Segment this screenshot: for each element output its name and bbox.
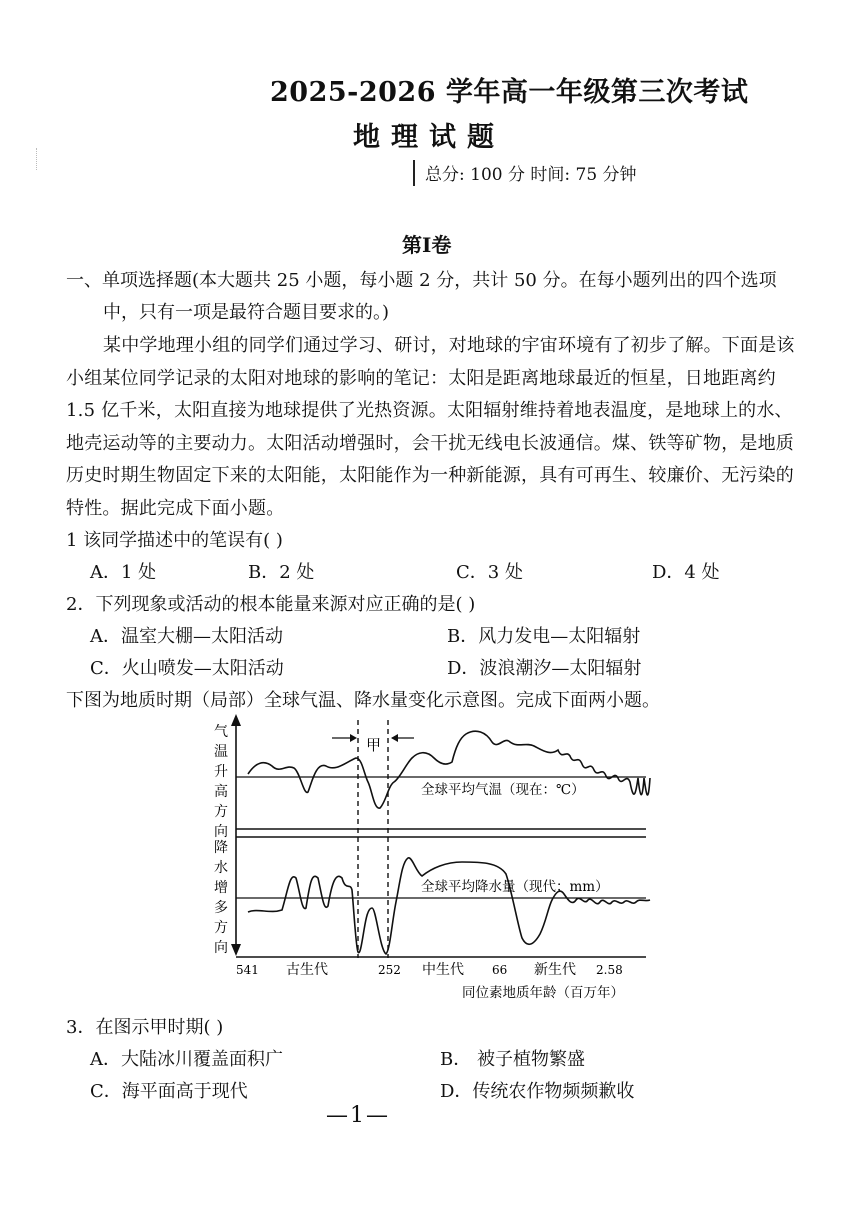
question-3-option-a[interactable]: A．大陆冰川覆盖面积广 bbox=[90, 1049, 283, 1070]
question-1-option-a[interactable]: A．1 处 bbox=[90, 562, 157, 583]
meta-divider bbox=[413, 160, 415, 186]
figure-intro: 下图为地质时期（局部）全球气温、降水量变化示意图。完成下面两小题。 bbox=[66, 690, 660, 711]
question-1-option-b[interactable]: B．2 处 bbox=[248, 562, 315, 583]
x-tick-label: 252 bbox=[378, 963, 401, 977]
page-number: —1— bbox=[326, 1103, 390, 1128]
scan-mark bbox=[36, 148, 41, 170]
arrow-up-icon bbox=[231, 714, 241, 726]
precip-line-label: 全球平均降水量（现代：mm） bbox=[421, 879, 609, 895]
upper-axis-label: 气温升高方向 bbox=[214, 724, 228, 840]
question-3-stem: 3．在图示甲时期( ) bbox=[66, 1017, 224, 1038]
era-label: 古生代 bbox=[286, 962, 328, 978]
reading-passage: 某中学地理小组的同学们通过学习、研讨，对地球的宇宙环境有了初步了解。下面是该小组某位同学记录的太阳对地球的影响的笔记：太阳是距离地球最近的恒星，日地距离约 1.5 亿千米，太阳直接为地球提供了光热资源。太阳辐射维持着地表温度，是地球上的水、地壳运动等的主要动力。太阳活动增强时，会干扰无线电长波通信。煤、铁等矿物，是地质历史时期生物固定下来的太阳能，太阳能作为一种新能源，具有可再生、较廉价、无污染的特性。据此完成下面小题。 bbox=[66, 335, 795, 519]
question-2-option-c[interactable]: C．火山喷发—太阳活动 bbox=[90, 658, 284, 679]
x-tick-label: 541 bbox=[236, 963, 259, 977]
question-1-option-c[interactable]: C．3 处 bbox=[456, 562, 523, 583]
period-marker: 甲 bbox=[366, 736, 382, 754]
question-2-stem: 2．下列现象或活动的根本能量来源对应正确的是( ) bbox=[66, 594, 476, 615]
era-label: 中生代 bbox=[422, 962, 464, 978]
exam-title: 2025-2026 学年高一年级第三次考试 bbox=[270, 77, 749, 108]
question-2-option-b[interactable]: B．风力发电—太阳辐射 bbox=[447, 626, 641, 647]
exam-subject: 地理试题 bbox=[353, 122, 505, 153]
arrow-left-icon bbox=[391, 734, 398, 742]
x-tick-label: 2.58 bbox=[596, 963, 623, 977]
climate-figure bbox=[200, 712, 670, 1004]
question-2-option-d[interactable]: D．波浪潮汐—太阳辐射 bbox=[447, 658, 642, 679]
era-label: 新生代 bbox=[534, 962, 576, 978]
question-3-option-c[interactable]: C．海平面高于现代 bbox=[90, 1081, 248, 1102]
precipitation-curve bbox=[248, 858, 650, 954]
question-1-stem: 1 该同学描述中的笔误有( ) bbox=[66, 530, 283, 551]
exam-meta: 总分: 100 分 时间: 75 分钟 bbox=[425, 165, 637, 185]
x-axis-title: 同位素地质年龄（百万年） bbox=[462, 985, 624, 1001]
x-tick-label: 66 bbox=[492, 963, 508, 977]
question-3-option-d[interactable]: D．传统农作物频频歉收 bbox=[440, 1081, 635, 1102]
question-1-option-d[interactable]: D．4 处 bbox=[652, 562, 720, 583]
temp-line-label: 全球平均气温（现在：℃） bbox=[421, 782, 585, 798]
volume-heading: 第Ⅰ卷 bbox=[402, 233, 452, 257]
question-3-option-b[interactable]: B． 被子植物繁盛 bbox=[440, 1049, 585, 1070]
arrow-right-icon bbox=[350, 734, 357, 742]
instruction-line-1: 一、单项选择题(本大题共 25 小题，每小题 2 分，共计 50 分。在每小题列出的四个选项 bbox=[66, 270, 777, 291]
instruction-line-2: 中，只有一项是最符合题目要求的。) bbox=[103, 302, 390, 323]
question-2-option-a[interactable]: A．温室大棚—太阳活动 bbox=[90, 626, 283, 647]
arrow-down-icon bbox=[231, 944, 241, 956]
lower-axis-label: 降水增多方向 bbox=[214, 840, 228, 956]
